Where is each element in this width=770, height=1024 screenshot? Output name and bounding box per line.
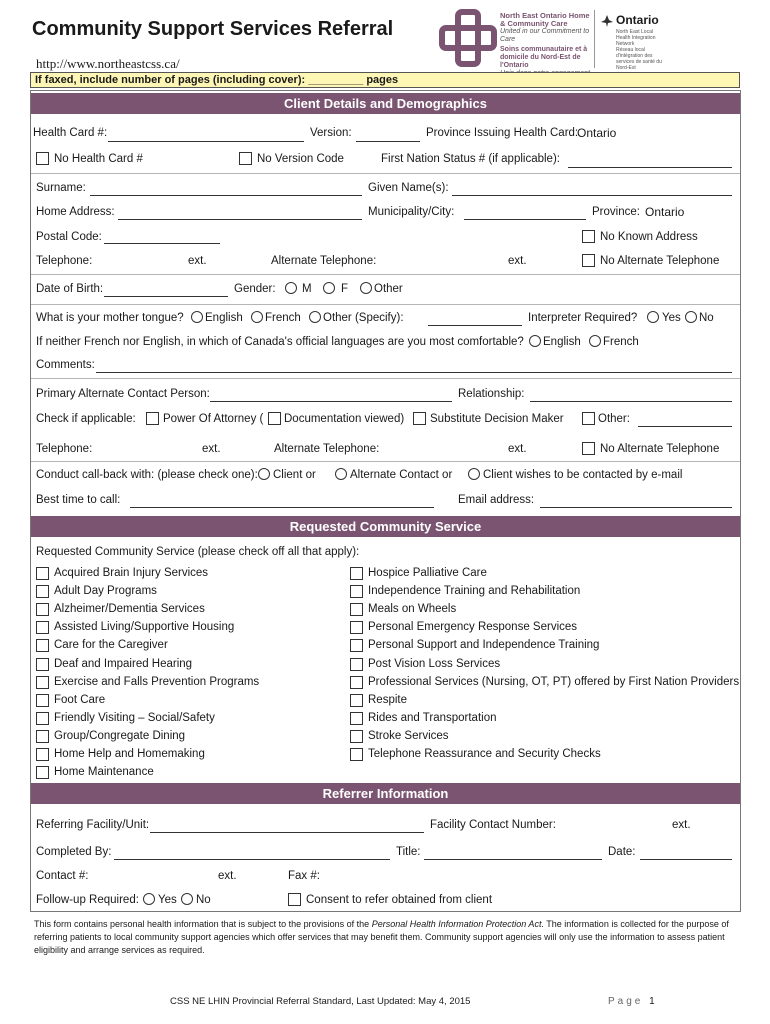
service-label: Adult Day Programs bbox=[54, 585, 157, 598]
privacy-notice-text: This form contains personal health information that is subject to the provisions of the bbox=[34, 919, 372, 929]
version-label: Version: bbox=[310, 127, 352, 139]
telephone-label: Telephone: bbox=[36, 255, 93, 267]
facility-field[interactable] bbox=[150, 832, 424, 833]
service-checkbox[interactable] bbox=[36, 658, 49, 671]
home-address-field[interactable] bbox=[118, 219, 362, 220]
page-indicator bbox=[608, 996, 658, 1007]
version-field[interactable] bbox=[356, 141, 420, 142]
lhin-name: North East Ontario Home & Community Care bbox=[500, 11, 590, 28]
service-intro: Requested Community Service (please check off all that apply): bbox=[36, 546, 360, 558]
service-checkbox[interactable] bbox=[350, 676, 363, 689]
service-label: Home Help and Homemaking bbox=[54, 748, 205, 760]
contact-number-label: Contact #: bbox=[36, 870, 89, 882]
contact-no-alt-telephone-checkbox[interactable] bbox=[582, 442, 595, 455]
lhin-name-fr: Soins communautaire et à domicile du Nord-Est de l'Ontario bbox=[500, 46, 588, 69]
service-label: Assisted Living/Supportive Housing bbox=[54, 621, 235, 634]
service-checkbox[interactable] bbox=[350, 730, 363, 743]
province-value[interactable]: Ontario bbox=[645, 205, 685, 219]
mother-tongue-other-field[interactable] bbox=[428, 325, 522, 326]
section-client-details: Client Details and Demographics bbox=[31, 93, 740, 114]
follow-up-yes-label: Yes bbox=[158, 894, 177, 906]
service-label: Deaf and Impaired Hearing bbox=[54, 657, 193, 670]
divider bbox=[31, 274, 740, 275]
no-known-address-checkbox[interactable] bbox=[582, 230, 595, 243]
poa-checkbox[interactable] bbox=[146, 412, 159, 425]
no-health-card-checkbox[interactable] bbox=[36, 152, 49, 165]
province-issuing-value[interactable]: Ontario bbox=[577, 126, 617, 140]
page-label: Page bbox=[608, 996, 644, 1007]
mother-tongue-english-label: English bbox=[205, 312, 243, 324]
facility-contact-label: Facility Contact Number: bbox=[430, 819, 556, 831]
completed-by-field[interactable] bbox=[114, 859, 390, 860]
sdm-checkbox[interactable] bbox=[413, 412, 426, 425]
given-names-field[interactable] bbox=[452, 195, 732, 196]
service-checkbox[interactable] bbox=[36, 585, 49, 598]
fax-notice: If faxed, include number of pages (including cover): _________ pages bbox=[30, 72, 740, 88]
service-checkbox[interactable] bbox=[350, 567, 363, 580]
follow-up-no-radio[interactable] bbox=[181, 893, 193, 905]
website-link[interactable]: http://www.northeastcss.ca/ bbox=[36, 56, 180, 71]
official-english-label: English bbox=[543, 336, 581, 348]
mother-tongue-label: What is your mother tongue? bbox=[36, 312, 184, 324]
no-version-label: No Version Code bbox=[257, 153, 344, 165]
service-checkbox[interactable] bbox=[350, 603, 363, 616]
contact-alt-telephone-label: Alternate Telephone: bbox=[274, 443, 380, 455]
interpreter-no-radio[interactable] bbox=[685, 311, 697, 323]
dob-field[interactable] bbox=[104, 296, 228, 297]
service-label: Alzheimer/Dementia Services bbox=[54, 603, 205, 616]
gender-label: Gender: bbox=[234, 283, 276, 295]
page-number: 1 bbox=[649, 996, 658, 1007]
interpreter-label: Interpreter Required? bbox=[528, 312, 638, 324]
gender-f-radio[interactable] bbox=[323, 282, 335, 294]
service-checkbox[interactable] bbox=[36, 730, 49, 743]
lhin-logo bbox=[436, 8, 500, 68]
poa-label: Power Of Attorney ( bbox=[163, 413, 264, 425]
official-french-label: French bbox=[603, 336, 639, 348]
comments-field[interactable] bbox=[96, 372, 732, 373]
service-checkbox[interactable] bbox=[36, 712, 49, 725]
service-label: Meals on Wheels bbox=[368, 603, 457, 616]
title-field[interactable] bbox=[424, 859, 602, 860]
gender-f-label: F bbox=[341, 283, 349, 295]
health-card-label: Health Card #: bbox=[33, 127, 108, 139]
trillium-icon bbox=[600, 14, 614, 28]
contact-telephone-label: Telephone: bbox=[36, 443, 93, 455]
mother-tongue-french-radio[interactable] bbox=[251, 311, 263, 323]
privacy-notice-text-2: The information is collected for the purpose of referring patients to local community support agencies which offer services that may benefit them. Community support agencies will only use the information to assess patient eligibility and arrange services as required. bbox=[34, 919, 729, 955]
section-requested-service: Requested Community Service bbox=[31, 516, 740, 537]
province-label: Province: bbox=[592, 206, 640, 218]
facility-ext-label: ext. bbox=[672, 819, 691, 831]
privacy-notice bbox=[34, 918, 744, 957]
province-issuing-label: Province Issuing Health Card: bbox=[426, 127, 579, 139]
service-label: Home Maintenance bbox=[54, 766, 154, 779]
callback-email-radio[interactable] bbox=[468, 468, 480, 480]
no-alt-telephone-label: No Alternate Telephone bbox=[600, 255, 720, 267]
official-english-radio[interactable] bbox=[529, 335, 541, 347]
service-checkbox[interactable] bbox=[36, 621, 49, 634]
callback-email-label: Client wishes to be contacted by e-mail bbox=[483, 469, 683, 481]
given-names-label: Given Name(s): bbox=[368, 182, 449, 194]
follow-up-yes-radio[interactable] bbox=[143, 893, 155, 905]
date-label: Date: bbox=[608, 846, 636, 858]
service-label: Acquired Brain Injury Services bbox=[54, 567, 209, 579]
service-checkbox[interactable] bbox=[350, 639, 363, 652]
service-label: Exercise and Falls Prevention Programs bbox=[54, 675, 260, 688]
service-label: Foot Care bbox=[54, 693, 106, 706]
best-time-label: Best time to call: bbox=[36, 494, 121, 506]
date-field[interactable] bbox=[640, 859, 732, 860]
other-field[interactable] bbox=[638, 426, 732, 427]
service-label: Respite bbox=[368, 693, 407, 706]
email-label: Email address: bbox=[458, 494, 535, 506]
postal-code-field[interactable] bbox=[104, 243, 220, 244]
primary-contact-label: Primary Alternate Contact Person: bbox=[36, 388, 210, 400]
lhin-cross-icon bbox=[436, 8, 500, 68]
official-french-radio[interactable] bbox=[589, 335, 601, 347]
health-card-field[interactable] bbox=[108, 141, 304, 142]
no-known-address-label: No Known Address bbox=[600, 231, 698, 243]
interpreter-yes-radio[interactable] bbox=[647, 311, 659, 323]
other-label: Other: bbox=[598, 413, 630, 425]
relationship-label: Relationship: bbox=[458, 388, 525, 400]
mother-tongue-other-label: Other (Specify): bbox=[323, 312, 404, 324]
service-label: Stroke Services bbox=[368, 729, 449, 742]
service-label: Care for the Caregiver bbox=[54, 639, 168, 652]
contact-alt-ext-label: ext. bbox=[508, 443, 527, 455]
telephone-ext-label: ext. bbox=[188, 255, 207, 267]
consent-label: Consent to refer obtained from client bbox=[306, 894, 493, 906]
postal-code-label: Postal Code: bbox=[36, 231, 102, 243]
interpreter-yes-label: Yes bbox=[662, 312, 681, 324]
gender-m-radio[interactable] bbox=[285, 282, 297, 294]
service-checkbox[interactable] bbox=[350, 748, 363, 761]
check-if-applicable-label: Check if applicable: bbox=[36, 413, 136, 425]
service-checkbox[interactable] bbox=[350, 694, 363, 707]
service-label: Telephone Reassurance and Security Checks bbox=[368, 748, 601, 760]
sdm-label: Substitute Decision Maker bbox=[430, 413, 564, 425]
section-referrer: Referrer Information bbox=[31, 783, 740, 804]
service-checkbox[interactable] bbox=[350, 712, 363, 725]
contact-ext-label: ext. bbox=[218, 870, 237, 882]
documentation-viewed-label: Documentation viewed) bbox=[284, 413, 405, 425]
mother-tongue-other-radio[interactable] bbox=[309, 311, 321, 323]
comments-label: Comments: bbox=[36, 359, 95, 371]
service-checkbox[interactable] bbox=[36, 676, 49, 689]
documentation-viewed-checkbox[interactable] bbox=[268, 412, 281, 425]
email-field[interactable] bbox=[540, 507, 732, 508]
no-health-card-label: No Health Card # bbox=[54, 153, 143, 165]
first-nation-field[interactable] bbox=[568, 167, 732, 168]
follow-up-no-label: No bbox=[196, 894, 211, 906]
form-title: Community Support Services Referral bbox=[32, 18, 394, 40]
service-checkbox[interactable] bbox=[36, 694, 49, 707]
divider bbox=[31, 461, 740, 462]
surname-label: Surname: bbox=[36, 182, 86, 194]
service-label: Independence Training and Rehabilitation bbox=[368, 585, 581, 598]
no-alt-telephone-checkbox[interactable] bbox=[582, 254, 595, 267]
service-checkbox[interactable] bbox=[350, 658, 363, 671]
municipality-field[interactable] bbox=[464, 219, 586, 220]
gender-other-radio[interactable] bbox=[360, 282, 372, 294]
consent-checkbox[interactable] bbox=[288, 893, 301, 906]
service-checkbox[interactable] bbox=[36, 766, 49, 779]
gender-other-label: Other bbox=[374, 283, 403, 295]
interpreter-no-label: No bbox=[699, 312, 714, 324]
best-time-field[interactable] bbox=[130, 507, 434, 508]
ontario-wordmark: Ontario bbox=[616, 13, 659, 27]
callback-label: Conduct call-back with: (please check one): bbox=[36, 469, 258, 481]
first-nation-label: First Nation Status # (if applicable): bbox=[381, 153, 560, 165]
service-label: Hospice Palliative Care bbox=[368, 567, 487, 579]
other-checkbox[interactable] bbox=[582, 412, 595, 425]
service-checkbox[interactable] bbox=[36, 567, 49, 580]
service-label: Professional Services (Nursing, OT, PT) offered by First Nation Providers bbox=[368, 675, 740, 688]
service-label: Personal Support and Independence Training bbox=[368, 639, 600, 652]
ontario-subtitle-fr: Réseau local d'intégration des services de santé du Nord-Est bbox=[616, 47, 662, 71]
service-label: Post Vision Loss Services bbox=[368, 657, 501, 670]
divider bbox=[31, 304, 740, 305]
fax-label: Fax #: bbox=[288, 870, 320, 882]
phipa-act-name: Personal Health Information Protection Act. bbox=[371, 919, 544, 929]
callback-client-label: Client or bbox=[273, 469, 316, 481]
service-checkbox[interactable] bbox=[36, 748, 49, 761]
ontario-subtitle: North East Local Health Integration Network bbox=[616, 29, 656, 47]
contact-no-alt-telephone-label: No Alternate Telephone bbox=[600, 443, 720, 455]
no-version-checkbox[interactable] bbox=[239, 152, 252, 165]
mother-tongue-french-label: French bbox=[265, 312, 301, 324]
municipality-label: Municipality/City: bbox=[368, 206, 455, 218]
alt-telephone-ext-label: ext. bbox=[508, 255, 527, 267]
primary-contact-field[interactable] bbox=[210, 401, 452, 402]
title-label: Title: bbox=[396, 846, 421, 858]
contact-telephone-ext-label: ext. bbox=[202, 443, 221, 455]
surname-field[interactable] bbox=[90, 195, 362, 196]
callback-alt-label: Alternate Contact or bbox=[350, 469, 453, 481]
follow-up-label: Follow-up Required: bbox=[36, 894, 139, 906]
divider bbox=[31, 378, 740, 379]
home-address-label: Home Address: bbox=[36, 206, 115, 218]
mother-tongue-english-radio[interactable] bbox=[191, 311, 203, 323]
service-label: Rides and Transportation bbox=[368, 711, 497, 724]
footer-standard: CSS NE LHIN Provincial Referral Standard, Last Updated: May 4, 2015 bbox=[170, 996, 471, 1007]
logo-divider bbox=[594, 10, 595, 68]
alt-telephone-label: Alternate Telephone: bbox=[271, 255, 377, 267]
service-checkbox[interactable] bbox=[350, 585, 363, 598]
facility-label: Referring Facility/Unit: bbox=[36, 819, 150, 831]
completed-by-label: Completed By: bbox=[36, 846, 112, 858]
lhin-tagline: United in our Commitment to Care bbox=[500, 28, 590, 43]
service-checkbox[interactable] bbox=[36, 603, 49, 616]
service-label: Group/Congregate Dining bbox=[54, 729, 186, 742]
callback-alt-radio[interactable] bbox=[335, 468, 347, 480]
service-checkbox[interactable] bbox=[350, 621, 363, 634]
relationship-field[interactable] bbox=[530, 401, 732, 402]
service-label: Personal Emergency Response Services bbox=[368, 621, 578, 634]
divider bbox=[31, 173, 740, 174]
gender-m-label: M bbox=[302, 283, 312, 295]
official-language-label: If neither French nor English, in which of Canada's official languages are you most comfortable? bbox=[36, 336, 524, 348]
callback-client-radio[interactable] bbox=[258, 468, 270, 480]
service-checkbox[interactable] bbox=[36, 639, 49, 652]
dob-label: Date of Birth: bbox=[36, 283, 104, 295]
service-label: Friendly Visiting – Social/Safety bbox=[54, 711, 215, 724]
